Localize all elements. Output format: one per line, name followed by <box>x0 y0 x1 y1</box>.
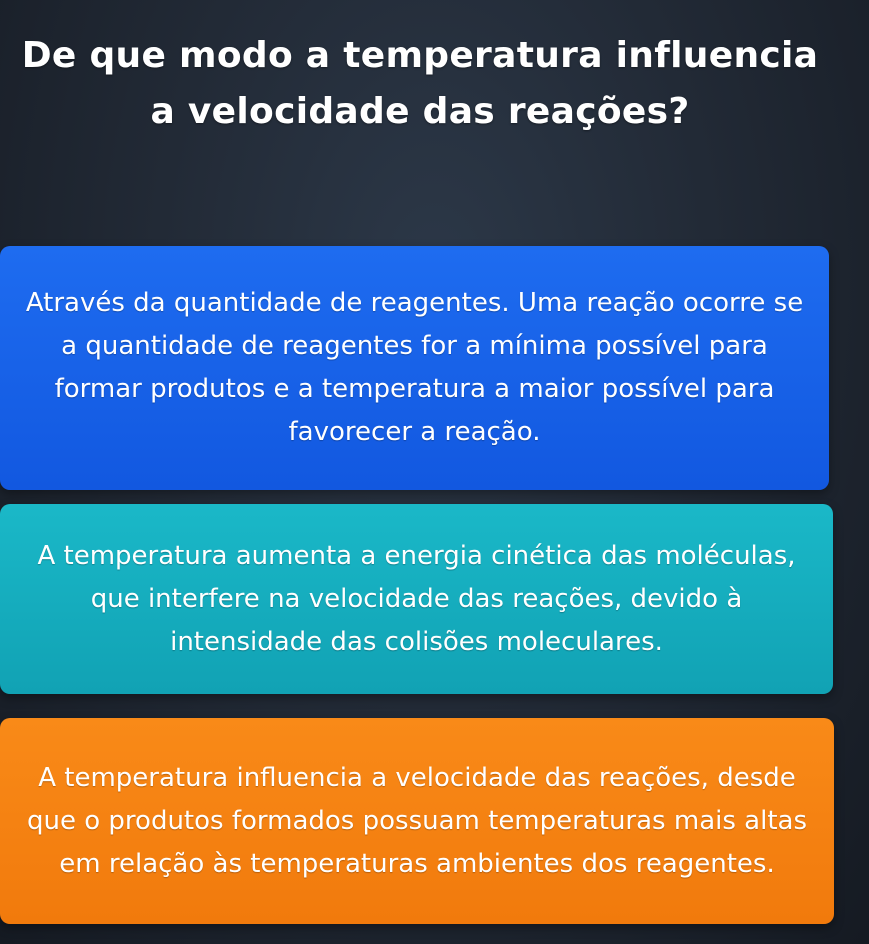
question-title: De que modo a temperatura influencia a velocidade das reações? <box>21 35 819 132</box>
answer-option-3-label: A temperatura influencia a velocidade das reações, desde que o produtos formados possuam temperaturas mais altas em relação às temperaturas ambientes dos reagentes. <box>27 762 807 879</box>
answer-option-1[interactable] <box>0 246 829 490</box>
answer-option-2-label: A temperatura aumenta a energia cinética das moléculas, que interfere na velocidade das reações, devido à intensidade das colisões moleculares. <box>37 540 796 657</box>
answer-option-3[interactable] <box>0 718 834 924</box>
answer-option-2[interactable] <box>0 504 833 694</box>
answer-option-1-label: Através da quantidade de reagentes. Uma reação ocorre se a quantidade de reagentes for a mínima possível para formar produtos e a temperatura a maior possível para favorecer a reação. <box>25 288 804 447</box>
